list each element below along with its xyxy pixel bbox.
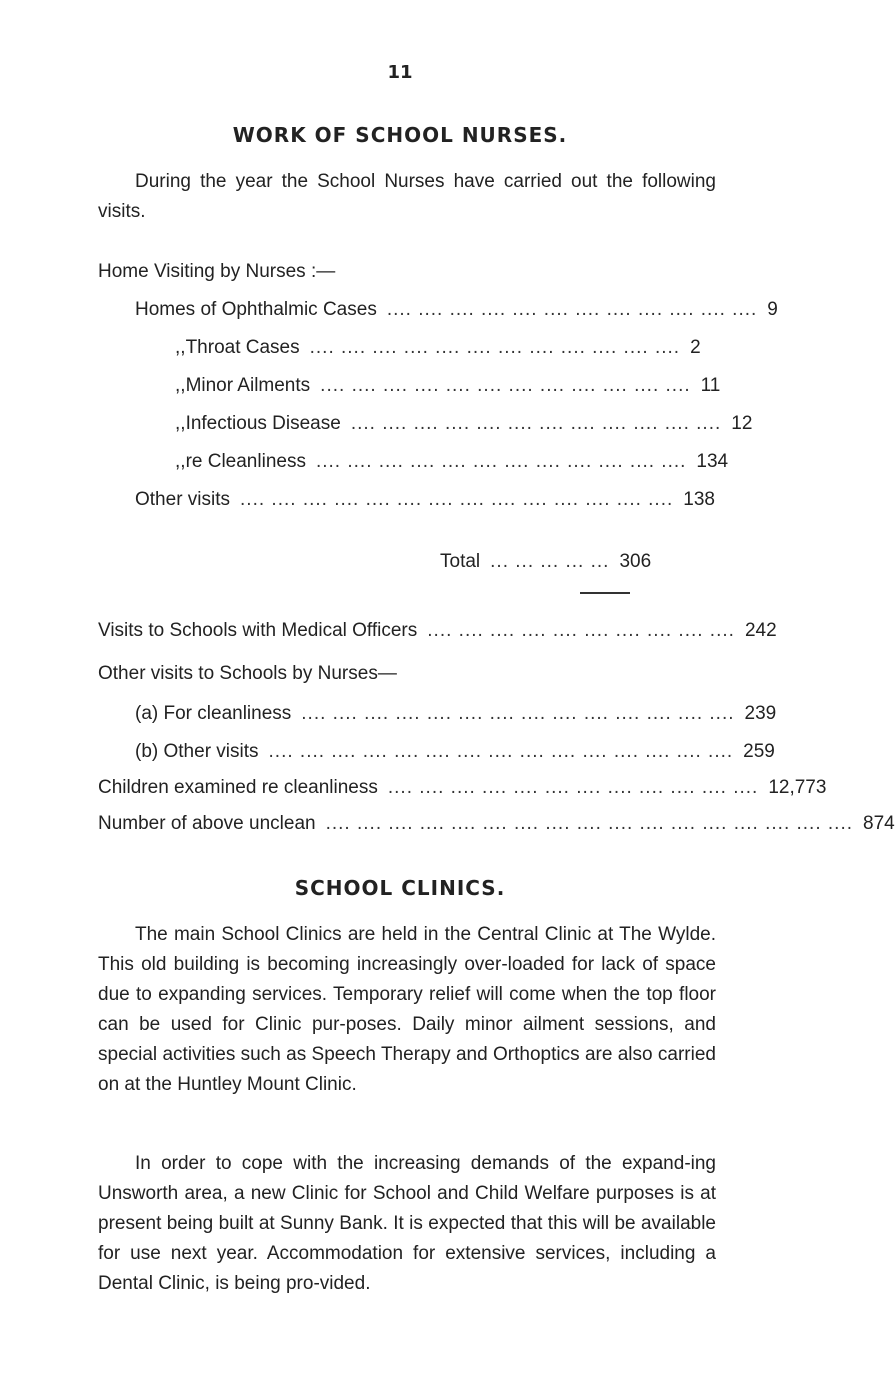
other-visits-label: Other visits to Schools by Nurses— [98, 663, 397, 684]
examined-value: 12,773 [768, 777, 827, 798]
home-visit-label: Throat Cases [185, 337, 300, 358]
ditto-mark: ,, [175, 451, 186, 472]
ditto-mark: ,, [175, 337, 186, 358]
home-visit-value: 138 [683, 489, 715, 510]
home-visit-label: re Cleanliness [185, 451, 306, 472]
school-visit-row-medical-officers [98, 620, 777, 644]
examined-value: 874 [863, 813, 895, 834]
home-visit-row-other [135, 489, 715, 513]
dot-leader: .... .... .... .... .... .... .... .... .... .... .... .... [320, 375, 691, 396]
home-visit-value: 134 [696, 451, 729, 472]
examined-label: Children examined re cleanliness [98, 777, 378, 798]
examined-row-unclean [98, 813, 895, 837]
home-visit-value: 11 [700, 375, 721, 396]
total-underline [580, 592, 630, 594]
clinics-paragraph-2 [98, 1149, 716, 1299]
home-visit-row-ophthalmic [135, 299, 778, 323]
clinics-paragraph-1 [98, 920, 716, 1100]
examined-label: Number of above unclean [98, 813, 316, 834]
total-label: Total [440, 551, 481, 572]
other-visit-row-other [135, 741, 775, 765]
other-visit-value: 259 [743, 741, 775, 762]
home-visit-value: 12 [731, 413, 753, 434]
home-visit-label: Homes of Ophthalmic Cases [135, 299, 377, 320]
dot-leader: .... .... .... .... .... .... .... .... .... .... .... .... .... .... [301, 703, 735, 724]
page-number: 11 [387, 62, 413, 83]
other-visit-value: 239 [744, 703, 777, 724]
ditto-mark: ,, [175, 413, 186, 434]
home-visit-row-throat [175, 337, 701, 361]
school-visit-value: 242 [744, 620, 777, 641]
home-visits-total-row [440, 551, 652, 575]
dot-leader: .... .... .... .... .... .... .... .... .... .... .... .... [387, 777, 759, 798]
home-visit-label: Infectious Disease [185, 413, 341, 434]
dot-leader: .... .... .... .... .... .... .... .... .... .... .... .... .... .... .... .... .... [325, 813, 854, 834]
school-nurses-heading: WORK OF SCHOOL NURSES. [232, 123, 568, 147]
dot-leader: .... .... .... .... .... .... .... .... .... .... .... .... [350, 413, 722, 434]
ditto-mark: ,, [175, 375, 186, 396]
total-value: 306 [619, 551, 652, 572]
clinics-paragraph-2-text: In order to cope with the increasing demands of the expand-ing Unsworth area, a new Clinic for School and Child Welfare purposes is at present being built at Sunny Bank. It is expected that this will be available for use next year. Accommodation for extensive services, including a Dental Clinic, is being pro-vided. [98, 1153, 716, 1294]
other-visit-label: (b) Other visits [135, 741, 259, 762]
school-visit-label: Visits to Schools with Medical Officers [98, 620, 418, 641]
home-visit-row-infectious [175, 413, 753, 437]
dot-leader: .... .... .... .... .... .... .... .... .... .... .... .... .... .... [240, 489, 674, 510]
examined-row-cleanliness [98, 777, 827, 801]
dot-leader: ... ... ... ... ... [490, 551, 610, 572]
intro-text: During the year the School Nurses have carried out the following visits. [98, 171, 716, 222]
home-visit-label: Minor Ailments [185, 375, 311, 396]
home-visit-value: 2 [690, 337, 701, 358]
dot-leader: .... .... .... .... .... .... .... .... .... .... .... .... .... .... .... [268, 741, 734, 762]
home-visiting-label: Home Visiting by Nurses :— [98, 261, 336, 282]
home-visit-row-minor-ailments [175, 375, 721, 399]
home-visit-label: Other visits [135, 489, 231, 510]
dot-leader: .... .... .... .... .... .... .... .... .... .... [427, 620, 735, 641]
dot-leader: .... .... .... .... .... .... .... .... .... .... .... .... [315, 451, 687, 472]
clinics-paragraph-1-text: The main School Clinics are held in the Central Clinic at The Wylde. This old building is becoming increasingly over-loaded for lack of space due to expanding services. Temporary relief will come when the top floor can be used for Clinic pur-poses. Daily minor ailment sessions, and special activities such as Speech Therapy and Orthoptics are also carried on at the Huntley Mount Clinic. [98, 924, 716, 1095]
dot-leader: .... .... .... .... .... .... .... .... .... .... .... .... [386, 299, 758, 320]
other-visit-row-cleanliness [135, 703, 777, 727]
other-visit-label: (a) For cleanliness [135, 703, 292, 724]
home-visit-value: 9 [767, 299, 778, 320]
dot-leader: .... .... .... .... .... .... .... .... .... .... .... .... [309, 337, 681, 358]
home-visit-row-cleanliness [175, 451, 729, 475]
intro-paragraph [98, 167, 716, 227]
school-clinics-heading: SCHOOL CLINICS. [294, 876, 506, 900]
